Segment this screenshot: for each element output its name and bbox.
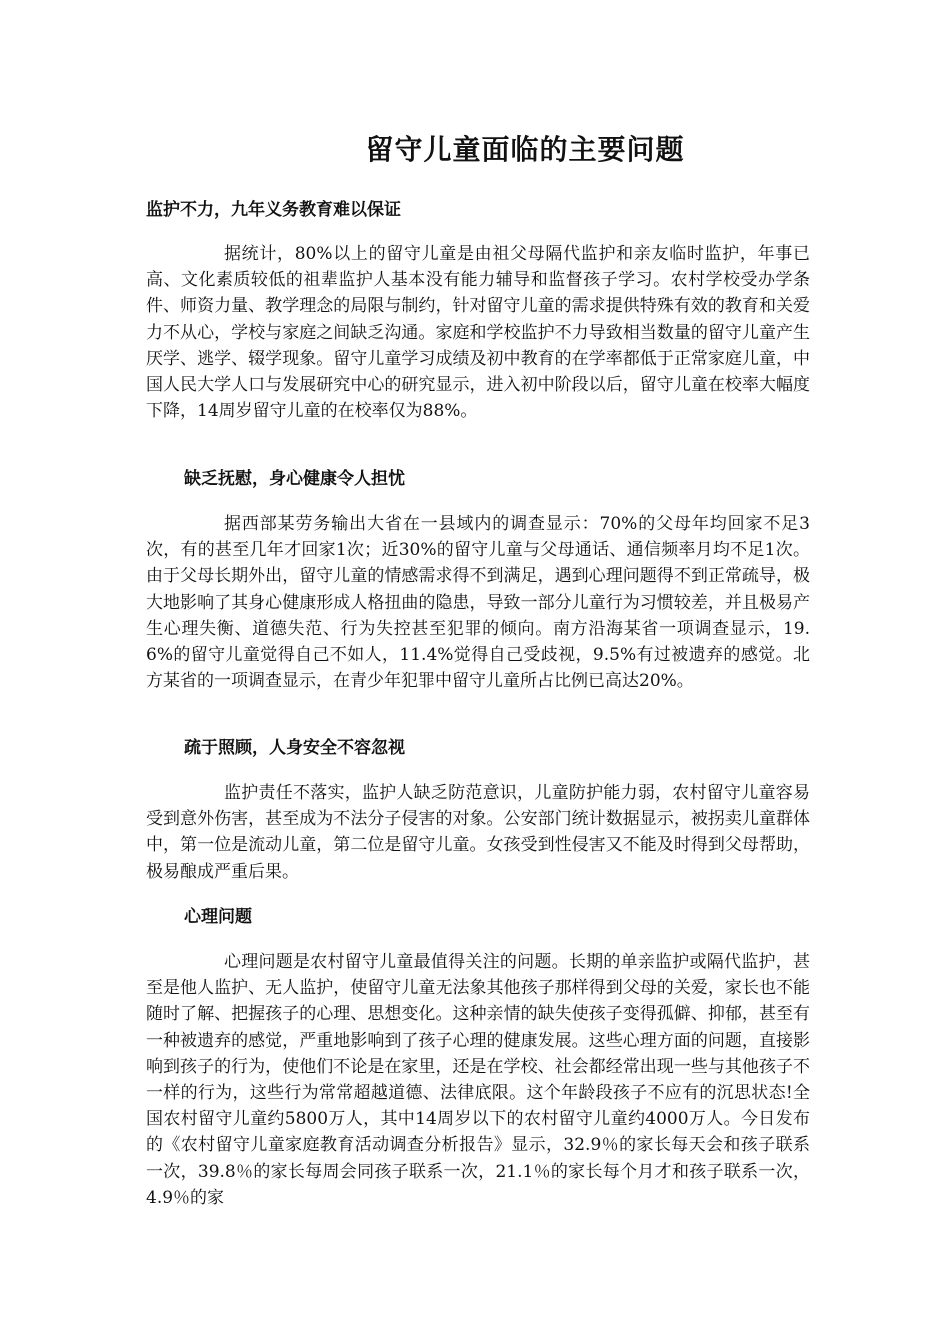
section-heading-comfort: 缺乏抚慰，身心健康令人担忧 [184,469,405,489]
section-heading-supervision: 监护不力，九年义务教育难以保证 [146,200,401,220]
page-title: 留守儿童面临的主要问题 [365,133,685,166]
section-body-supervision: 据统计，80%以上的留守儿童是由祖父母隔代监护和亲友临时监护，年事已高、文化素质较低的祖辈监护人基本没有能力辅导和监督孩子学习。农村学校受办学条件、师资力量、教学理念的局限与制约，针对留守儿童的需求提供特殊有效的教育和关爱力不从心，学校与家庭之间缺乏沟通。家庭和学校监护不力导致相当数量的留守儿童产生厌学、逃学、辍学现象。留守儿童学习成绩及初中教育的在学率都低于正常家庭儿童，中国人民大学人口与发展研究中心的研究显示，进入初中阶段以后，留守儿童在校率大幅度下降，14周岁留守儿童的在校率仅为88%。 [146,244,810,422]
section-body-comfort: 据西部某劳务输出大省在一县域内的调查显示：70%的父母年均回家不足3次，有的甚至几年才回家1次；近30%的留守儿童与父母通话、通信频率月均不足1次。由于父母长期外出，留守儿童的情感需求得不到满足，遇到心理问题得不到正常疏导，极大地影响了其身心健康形成人格扭曲的隐患，导致一部分儿童行为习惯较差，并且极易产生心理失衡、道德失范、行为失控甚至犯罪的倾向。南方沿海某省一项调查显示，19.6%的留守儿童觉得自己不如人，11.4%觉得自己受歧视，9.5%有过被遗弃的感觉。北方某省的一项调查显示，在青少年犯罪中留守儿童所占比例已高达20%。 [146,514,810,692]
section-body-safety: 监护责任不落实，监护人缺乏防范意识，儿童防护能力弱，农村留守儿童容易受到意外伤害，甚至成为不法分子侵害的对象。公安部门统计数据显示，被拐卖儿童群体中，第一位是流动儿童，第二位是留守儿童。女孩受到性侵害又不能及时得到父母帮助，极易酿成严重后果。 [146,783,810,882]
section-body-psychology: 心理问题是农村留守儿童最值得关注的问题。长期的单亲监护或隔代监护，甚至是他人监护、无人监护，使留守儿童无法象其他孩子那样得到父母的关爱，家长也不能随时了解、把握孩子的心理、思想变化。这种亲情的缺失使孩子变得孤僻、抑郁，甚至有一种被遗弃的感觉，严重地影响到了孩子心理的健康发展。这些心理方面的问题，直接影响到孩子的行为，使他们不论是在家里，还是在学校、社会都经常出现一些与其他孩子不一样的行为，这些行为常常超越道德、法律底限。这个年龄段孩子不应有的沉思状态!全国农村留守儿童约5800万人，其中14周岁以下的农村留守儿童约4000万人。今日发布的《农村留守儿童家庭教育活动调查分析报告》显示，32.9％的家长每天会和孩子联系一次，39.8％的家长每周会同孩子联系一次，21.1％的家长每个月才和孩子联系一次，4.9％的家 [146,952,810,1208]
section-heading-safety: 疏于照顾，人身安全不容忽视 [184,738,405,758]
section-heading-psychology: 心理问题 [184,907,252,927]
